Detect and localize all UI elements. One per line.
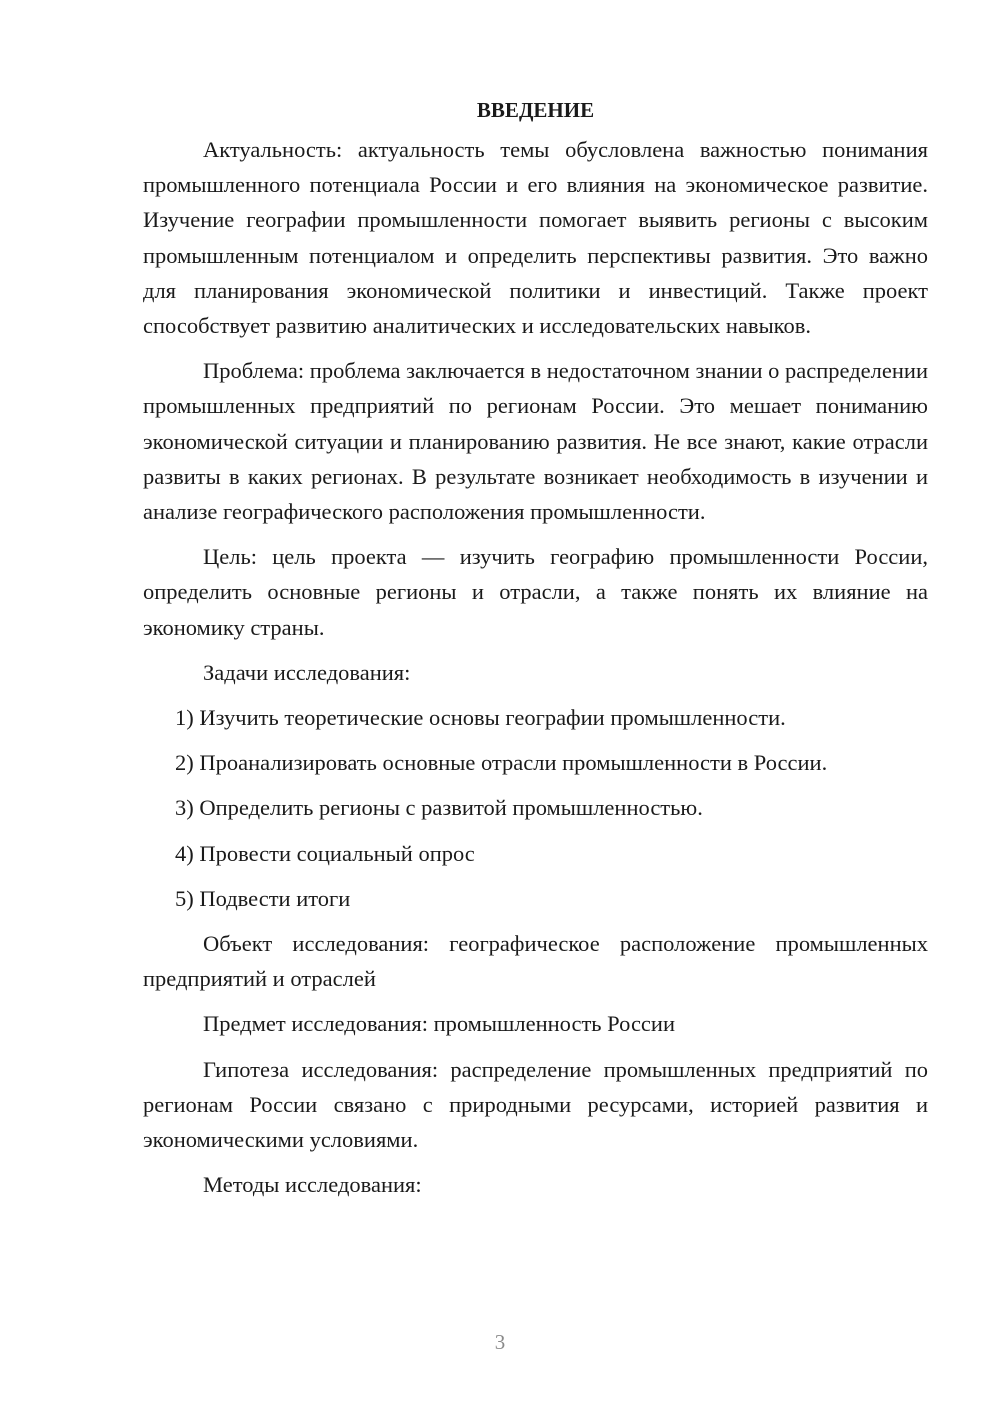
- relevance-paragraph: Актуальность: актуальность темы обусловлена важностью понимания промышленного потенциала России и его влияния на экономическое развитие. Изучение географии промышленности помогает выявить регионы с высоким промышленным потенциалом и определить перспективы развития. Это важно для планирования экономической политики и инвестиций. Также проект способствует развитию аналитических и исследовательских навыков.: [143, 137, 928, 339]
- page-title: ВВЕДЕНИЕ: [476, 98, 595, 122]
- task-item-2: 2) Проанализировать основные отрасли промышленности в России.: [175, 750, 828, 776]
- task-item-1: 1) Изучить теоретические основы географии промышленности.: [175, 705, 786, 731]
- object-paragraph: Объект исследования: географическое расположение промышленных предприятий и отраслей: [143, 931, 928, 992]
- goal-paragraph: Цель: цель проекта — изучить географию промышленности России, определить основные регионы и отрасли, а также понять их влияние на экономику страны.: [143, 544, 928, 640]
- page-number: 3: [494, 1330, 506, 1354]
- task-item-5: 5) Подвести итоги: [175, 885, 351, 911]
- methods-heading: Методы исследования:: [203, 1172, 422, 1198]
- subject-paragraph: Предмет исследования: промышленность России: [203, 1011, 675, 1037]
- task-item-4: 4) Провести социальный опрос: [175, 840, 475, 866]
- task-item-3: 3) Определить регионы с развитой промышленностью.: [175, 795, 703, 821]
- page-content: [143, 92, 928, 1212]
- problem-paragraph: Проблема: проблема заключается в недостаточном знании о распределении промышленных предприятий по регионам России. Это мешает пониманию экономической ситуации и планированию развития. Не все знают, какие отрасли развиты в каких регионах. В результате возникает необходимость в изучении и анализе географического расположения промышленности.: [143, 358, 928, 525]
- tasks-heading: Задачи исследования:: [203, 659, 411, 685]
- hypothesis-paragraph: Гипотеза исследования: распределение промышленных предприятий по регионам России связано с природными ресурсами, историей развития и экономическими условиями.: [143, 1056, 928, 1153]
